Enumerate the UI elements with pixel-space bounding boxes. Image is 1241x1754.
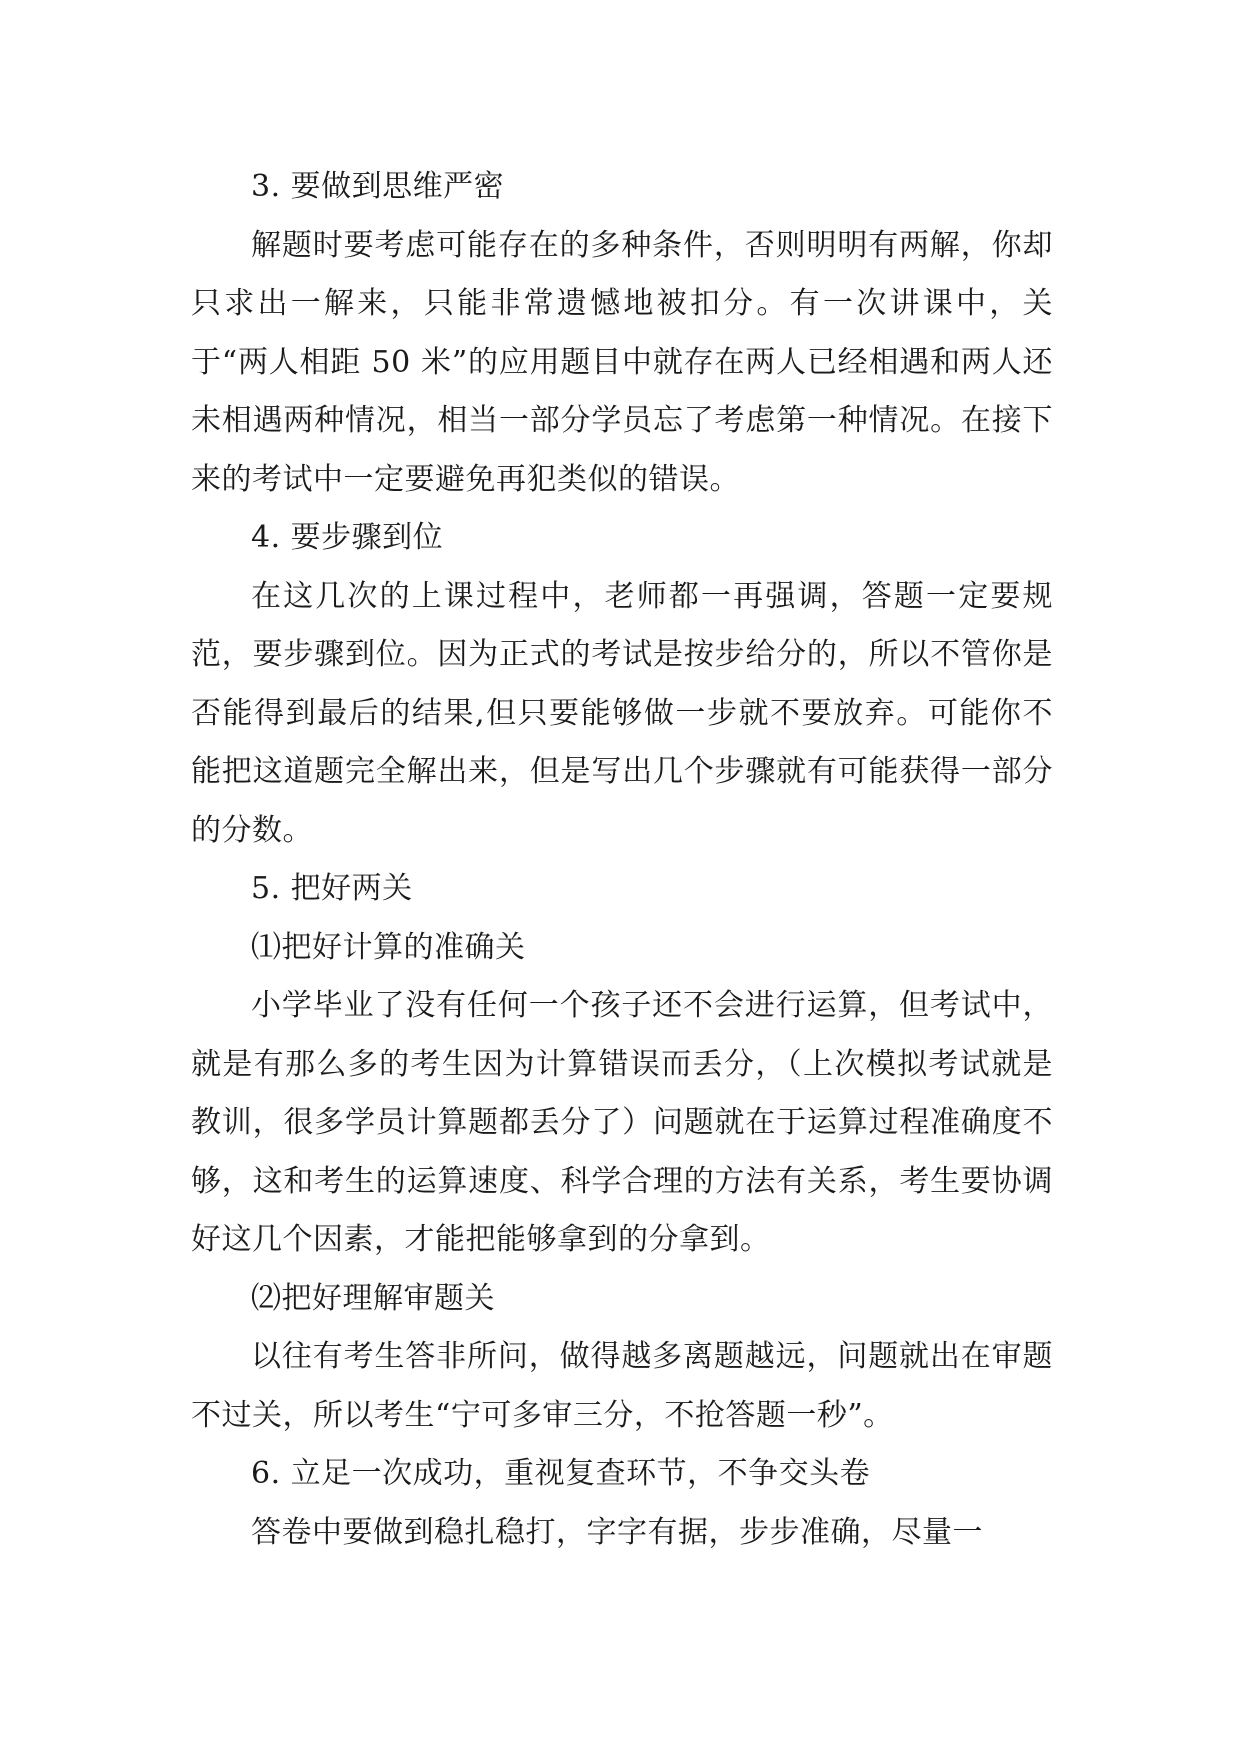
paragraph-section-3: 解题时要考虑可能存在的多种条件，否则明明有两解，你却只求出一解来，只能非常遗憾地被扣分。有一次讲课中，关于“两人相距 50 米”的应用题目中就存在两人已经相遇和两人还未相遇两种情况，相当一部分学员忘了考虑第一种情况。在接下来的考试中一定要避免再犯类似的错误。 (191, 227, 1053, 497)
subheading-5-1: ⑴把好计算的准确关 (251, 929, 526, 965)
section-heading-3: 3. 要做到思维严密 (251, 169, 505, 204)
paragraph-section-5-1: 小学毕业了没有任何一个孩子还不会进行运算，但考试中，就是有那么多的考生因为计算错误而丢分，（上次模拟考试就是教训，很多学员计算题都丢分了）问题就在于运算过程准确度不够，这和考生的运算速度、科学合理的方法有关系，考生要协调好这几个因素，才能把能够拿到的分拿到。 (191, 988, 1053, 1257)
section-heading-4: 4. 要步骤到位 (251, 520, 444, 555)
paragraph-section-4: 在这几次的上课过程中，老师都一再强调，答题一定要规范，要步骤到位。因为正式的考试是按步给分的，所以不管你是否能得到最后的结果,但只要能够做一步就不要放弃。可能你不能把这道题完全解出来，但是写出几个步骤就有可能获得一部分的分数。 (191, 578, 1053, 848)
section-heading-6: 6. 立足一次成功，重视复查环节，不争交头卷 (251, 1456, 871, 1491)
paragraph-section-5-2: 以往有考生答非所问，做得越多离题越远，问题就出在审题不过关，所以考生“宁可多审三分，不抢答题一秒”。 (191, 1339, 1053, 1433)
document-body (191, 158, 1053, 1562)
section-heading-5: 5. 把好两关 (251, 871, 413, 906)
paragraph-section-6: 答卷中要做到稳扎稳打，字字有据，步步准确，尽量一 (251, 1514, 983, 1550)
subheading-5-2: ⑵把好理解审题关 (251, 1280, 495, 1316)
